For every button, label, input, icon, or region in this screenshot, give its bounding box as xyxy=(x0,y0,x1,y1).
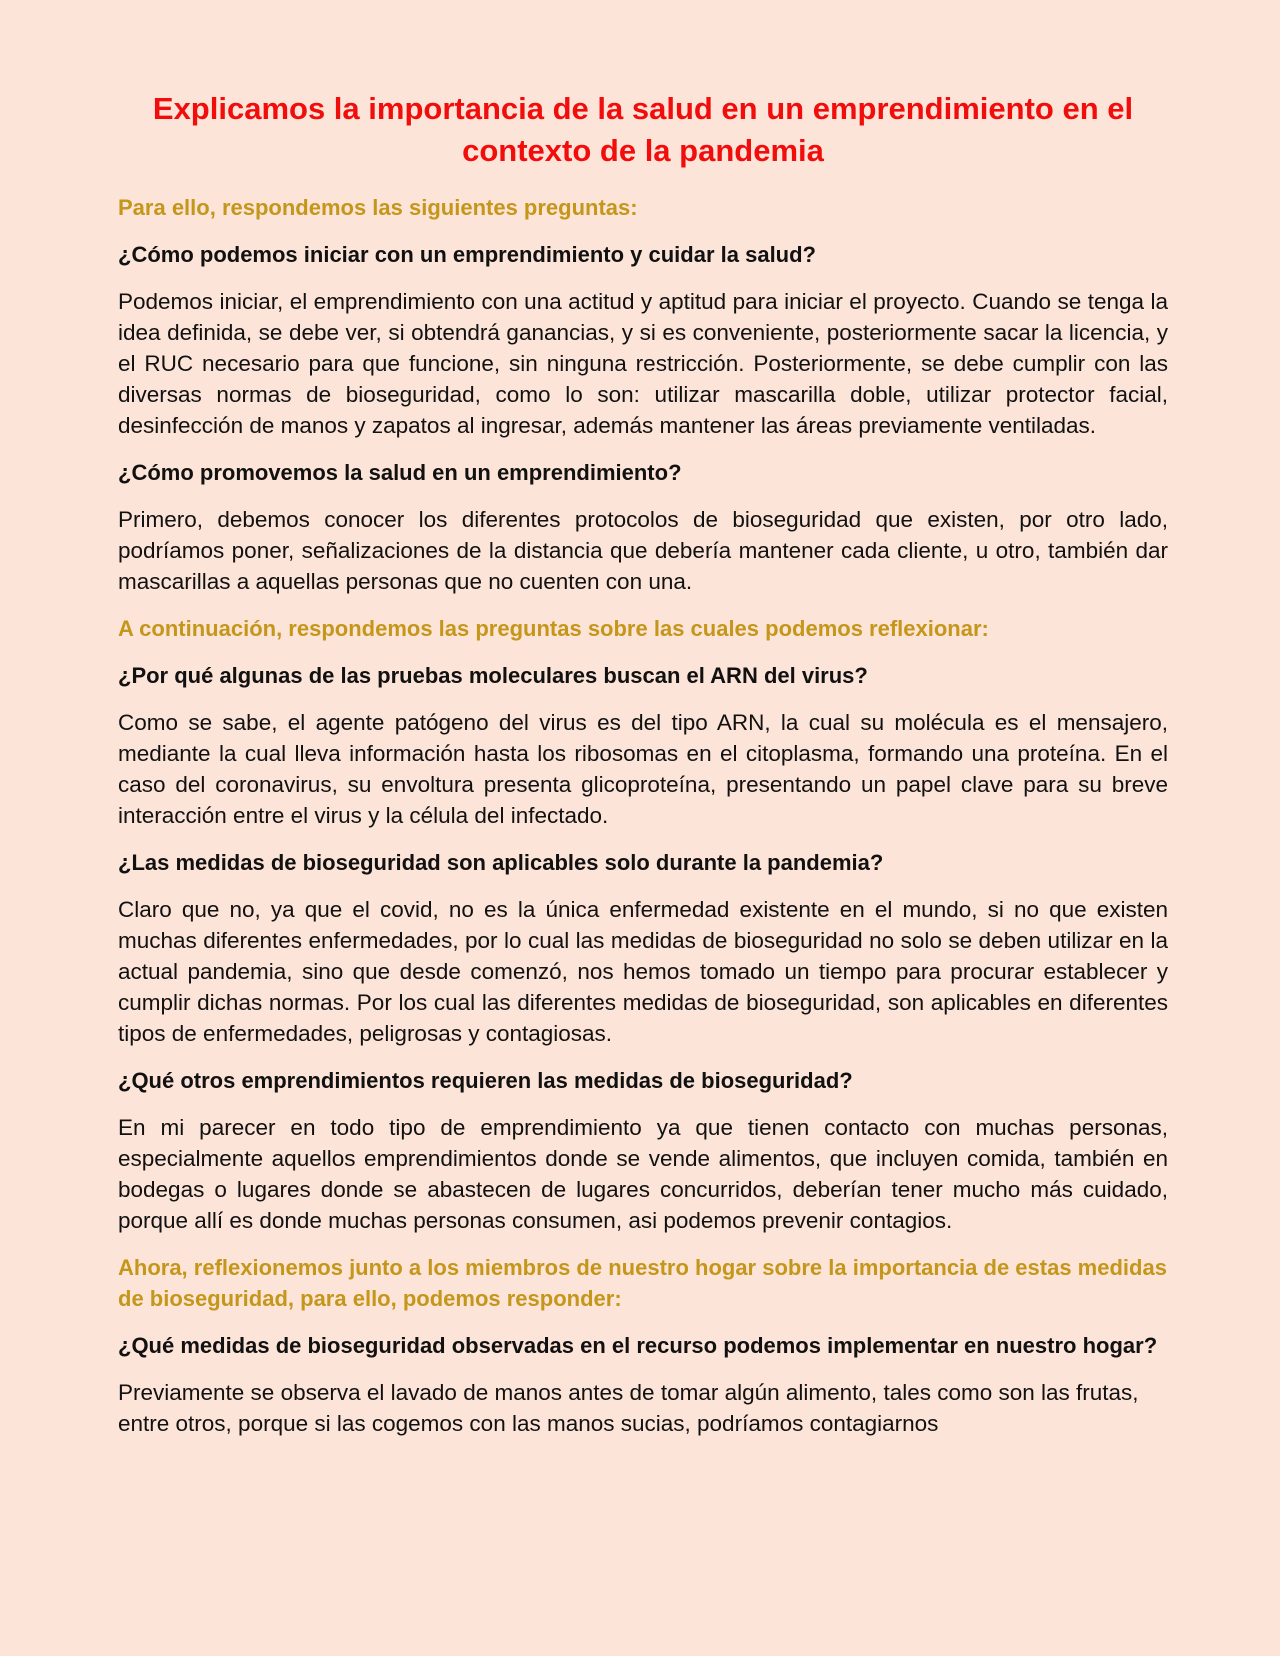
answer-iniciar-emprendimiento: Podemos iniciar, el emprendimiento con una actitud y aptitud para iniciar el proyecto. Cuando se tenga la idea definida, se debe ver, si obtendrá ganancias, y si es conveniente, posteriormente sacar la licencia, y el RUC necesario para que funcione, sin ninguna restricción. Posteriormente, se debe cumplir con las diversas normas de bioseguridad, como lo son: utilizar mascarilla doble, utilizar protector facial, desinfección de manos y zapatos al ingresar, además mantener las áreas previamente ventiladas. xyxy=(118,289,1168,438)
document-title: Explicamos la importancia de la salud en un emprendimiento en el contexto de la pandemia xyxy=(152,91,1134,168)
question-promover-salud: ¿Cómo promovemos la salud en un emprendimiento? xyxy=(118,460,682,485)
answer-medidas-pandemia: Claro que no, ya que el covid, no es la única enfermedad existente en el mundo, si no que existen muchas diferentes enfermedades, por lo cual las medidas de bioseguridad no solo se deben utilizar en la actual pandemia, sino que desde comenzó, nos hemos tomado un tiempo para procurar establecer y cumplir dichas normas. Por los cual las diferentes medidas de bioseguridad, son aplicables en diferentes tipos de enfermedades, peligrosas y contagiosas. xyxy=(118,897,1168,1046)
answer-otros-emprendimientos: En mi parecer en todo tipo de emprendimiento ya que tienen contacto con muchas personas, especialmente aquellos emprendimientos donde se vende alimentos, que incluyen comida, también en bodegas o lugares donde se abastecen de lugares concurridos, deberían tener mucho más cuidado, porque allí es donde muchas personas consumen, asi podemos prevenir contagios. xyxy=(118,1115,1168,1233)
section-heading-reflexionar: A continuación, respondemos las preguntas sobre las cuales podemos reflexionar: xyxy=(118,616,989,641)
question-medidas-hogar: ¿Qué medidas de bioseguridad observadas en el recurso podemos implementar en nuestro hogar? xyxy=(118,1333,1158,1358)
section-heading-hogar: Ahora, reflexionemos junto a los miembros de nuestro hogar sobre la importancia de estas medidas de bioseguridad, para ello, podemos responder: xyxy=(118,1255,1167,1311)
section-heading-preguntas: Para ello, respondemos las siguientes preguntas: xyxy=(118,195,638,220)
answer-medidas-hogar: Previamente se observa el lavado de manos antes de tomar algún alimento, tales como son las frutas, entre otros, porque si las cogemos con las manos sucias, podríamos contagiarnos xyxy=(118,1380,1139,1436)
question-otros-emprendimientos: ¿Qué otros emprendimientos requieren las medidas de bioseguridad? xyxy=(118,1068,853,1093)
question-arn-virus: ¿Por qué algunas de las pruebas moleculares buscan el ARN del virus? xyxy=(118,663,868,688)
question-medidas-pandemia: ¿Las medidas de bioseguridad son aplicables solo durante la pandemia? xyxy=(118,850,884,875)
question-iniciar-emprendimiento: ¿Cómo podemos iniciar con un emprendimiento y cuidar la salud? xyxy=(118,242,816,267)
answer-arn-virus: Como se sabe, el agente patógeno del virus es del tipo ARN, la cual su molécula es el mensajero, mediante la cual lleva información hasta los ribosomas en el citoplasma, formando una proteína. En el caso del coronavirus, su envoltura presenta glicoproteína, presentando un papel clave para su breve interacción entre el virus y la célula del infectado. xyxy=(118,710,1168,828)
answer-promover-salud: Primero, debemos conocer los diferentes protocolos de bioseguridad que existen, por otro lado, podríamos poner, señalizaciones de la distancia que debería mantener cada cliente, u otro, también dar mascarillas a aquellas personas que no cuenten con una. xyxy=(118,507,1168,594)
